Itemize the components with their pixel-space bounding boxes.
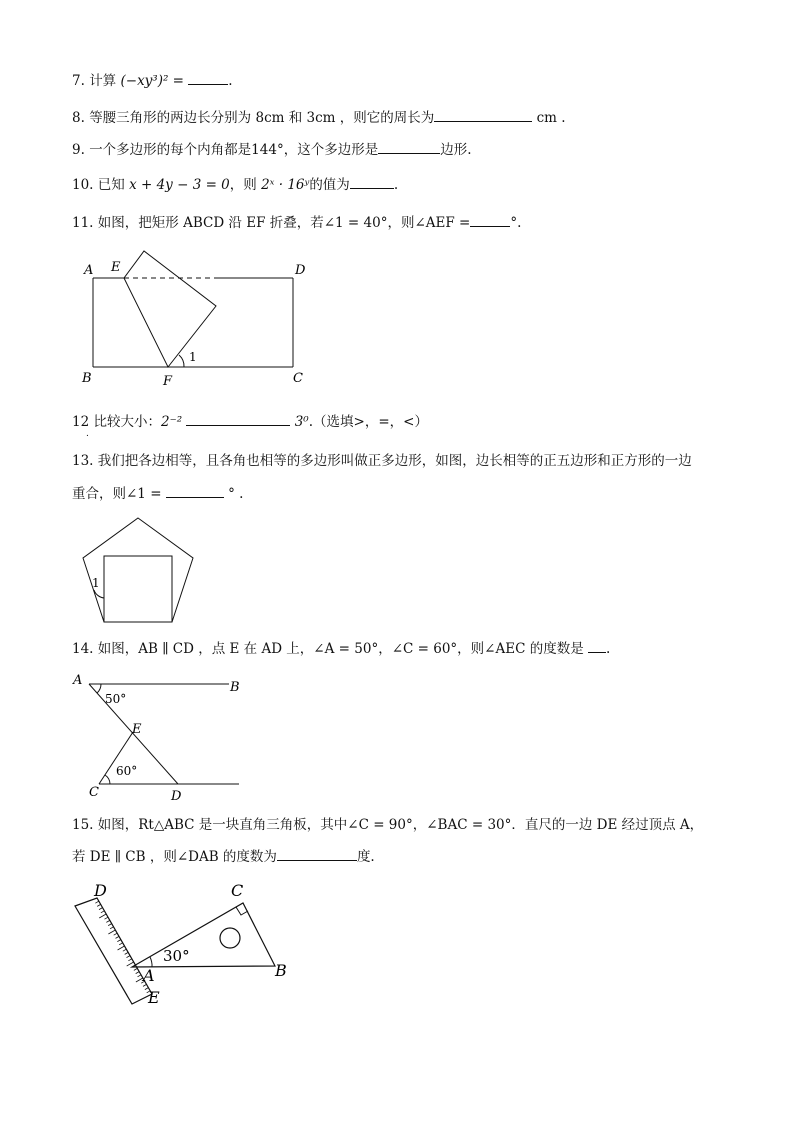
answer-blank[interactable] [588,638,606,653]
answer-blank[interactable] [434,107,532,122]
math-expression: (−xy³)² = [120,73,184,89]
figure-q14-parallel-lines [70,666,260,806]
label-A: A [73,673,83,688]
question-8 [72,107,566,128]
answer-blank[interactable] [186,411,290,426]
question-number: 14. [72,641,94,657]
math-expression: 2ˣ · 16ʸ [261,177,310,193]
question-end: . [393,177,399,193]
label-D: D [295,263,306,278]
label-E: E [111,260,121,275]
label-E: E [132,722,142,737]
label-angle-30: 30° [163,947,190,965]
folded-part [124,251,216,367]
answer-blank[interactable] [166,483,224,498]
question-text: 如图，AB ∥ CD ，点 E 在 AD 上，∠A = 50°，∠C = 60°，则∠AEC 的度数是 [97,641,584,657]
question-text: 一个多边形的每个内角都是144°，这个多边形是 [89,142,379,158]
label-C: C [293,371,303,386]
label-B: B [275,961,287,980]
ruler [75,898,152,1004]
question-text: 重合，则∠1 = [72,486,162,502]
question-end: 边形. [440,142,472,158]
question-text: 若 DE ∥ CB ，则∠DAB 的度数为 [72,849,277,865]
question-text: 等腰三角形的两边长分别为 8cm 和 3cm ，则它的周长为 [89,110,435,126]
angle-1-arc [179,355,184,367]
question-number: 8. [72,110,85,126]
figure-q15-triangle-ruler [70,878,310,1013]
question-14 [72,638,610,659]
pentagon [83,518,193,622]
square [104,556,172,622]
label-B: B [230,680,240,695]
question-12 [72,411,428,432]
label-B: B [82,371,92,386]
answer-blank[interactable] [470,212,510,227]
unit-text: cm . [536,110,566,126]
stray-dot: . [86,429,89,439]
math-rhs: 3⁰ [294,414,309,430]
question-text: 已知 [97,177,125,193]
answer-blank[interactable] [277,846,357,861]
label-E: E [148,988,160,1007]
question-end: °. [510,215,522,231]
angle-C-arc [105,775,110,784]
question-number: 10. [72,177,94,193]
question-13-line-2 [72,483,243,504]
triangle-set-square [132,903,275,967]
label-angle-60: 60° [116,764,138,778]
question-15-line-1: 15. 如图，Rt△ABC 是一块直角三角板，其中∠C = 90°，∠BAC = 30°．直尺的一边 DE 经过顶点 A， [72,817,704,833]
question-text: 如图，把矩形 ABCD 沿 EF 折叠，若∠1 = 40°，则∠AEF = [97,215,471,231]
math-lhs: 2⁻² [160,414,183,430]
figure-q13-pentagon-square [76,512,206,627]
answer-blank[interactable] [350,174,394,189]
label-C: C [89,785,99,800]
triangle-hole [220,928,240,948]
label-C: C [231,881,244,900]
label-A: A [84,263,94,278]
label-D: D [171,789,182,804]
label-angle-1: 1 [92,576,100,590]
label-F: F [163,374,173,389]
question-number: 11. [72,215,94,231]
math-equation: x + 4y − 3 = 0 [129,177,230,193]
question-end: ° . [228,486,244,502]
question-9 [72,139,472,160]
question-text: 的值为 [309,177,350,193]
label-A: A [143,966,155,985]
answer-blank[interactable] [188,70,228,85]
label-angle-50: 50° [105,692,127,706]
question-11 [72,212,521,233]
question-number: 9. [72,142,85,158]
question-number: 12 [72,414,90,430]
question-15-line-2 [72,846,375,867]
question-13-line-1: 13. 我们把各边相等，且各角也相等的多边形叫做正多边形，如图，边长相等的正五边形和正方形的一边 [72,453,692,469]
question-text: 比较大小： [93,414,161,430]
question-7 [72,70,233,91]
answer-blank[interactable] [378,139,440,154]
question-text: 计算 [89,73,117,89]
angle-A-arc [97,684,101,693]
question-end: . [606,641,611,657]
question-10 [72,174,398,195]
question-number: 7. [72,73,85,89]
question-end: .（选填>，=，<） [308,414,428,430]
figure-q11-rectangle-fold [70,245,340,395]
label-D: D [94,881,107,900]
label-angle-1: 1 [189,350,197,364]
question-text: ，则 [229,177,257,193]
question-end: . [228,73,233,89]
question-end: 度. [356,849,375,865]
